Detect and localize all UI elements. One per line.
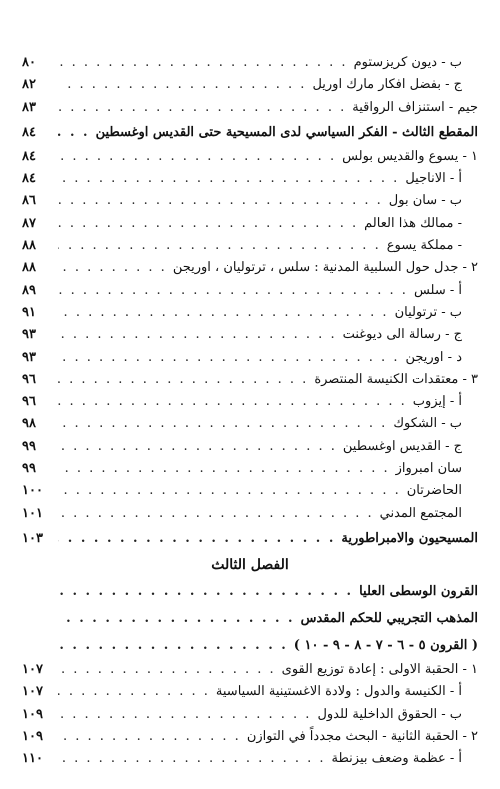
toc-entry-page: ٩٣ xyxy=(22,327,36,343)
toc-entry-page: ٨٤ xyxy=(22,124,36,140)
toc-list xyxy=(22,52,478,552)
dot-leader xyxy=(58,578,353,605)
toc-entry-title: أ - الاناجيل xyxy=(405,171,462,187)
toc-entry xyxy=(22,704,478,726)
toc-entry-title: ج - رسالة الى ديوغنت xyxy=(342,327,462,343)
toc-entry-title: المسيحيون والامبراطورية xyxy=(341,530,478,546)
toc-entry-title: المجتمع المدني xyxy=(379,505,462,521)
dot-leader xyxy=(58,146,336,168)
toc-entry-title: ب - الحقوق الداخلية للدول xyxy=(317,706,462,722)
toc-entry-title: ١ - يسوع والقديس بولس xyxy=(342,148,478,164)
toc-entry-page: ٨٠ xyxy=(22,55,36,70)
toc-entry-page: ٨٦ xyxy=(22,193,36,209)
dot-leader xyxy=(58,52,348,74)
toc-entry-title: أ - سلس xyxy=(413,282,462,298)
toc-entry-page: ٨٨ xyxy=(22,260,36,276)
toc-entry xyxy=(22,369,478,391)
toc-entry xyxy=(22,235,478,257)
toc-entry-page: ١١٠ xyxy=(22,751,43,767)
dot-leader xyxy=(58,213,358,235)
dot-leader xyxy=(58,704,311,726)
dot-leader xyxy=(58,235,381,257)
toc-entry-page: ١٠٩ xyxy=(22,706,43,722)
toc-entry-page: ١٠١ xyxy=(22,505,43,521)
toc-entry-title: القرون الوسطى العليا xyxy=(359,583,478,599)
toc-entry xyxy=(22,74,478,96)
toc-entry xyxy=(22,605,478,632)
dot-leader xyxy=(58,436,337,458)
dot-leader xyxy=(58,503,374,525)
toc-entry-page: ٩٩ xyxy=(22,461,36,477)
toc-entry-title: أ - الكنيسة والدول : ولادة الاغستينية السياسية xyxy=(215,684,462,700)
toc-entry-title: ب - سان بول xyxy=(388,193,462,209)
toc-entry-title: أ - عظمة وضعف بيزنطة xyxy=(331,751,462,767)
toc-entry-page: ١٠٧ xyxy=(22,684,43,700)
toc-entry-page: ٩٩ xyxy=(22,438,36,454)
dot-leader xyxy=(58,458,390,480)
toc-entry-page: ٨٤ xyxy=(22,171,36,187)
toc-entry xyxy=(22,659,478,681)
dot-leader xyxy=(58,726,241,748)
toc-entry xyxy=(22,168,478,190)
dot-leader xyxy=(58,369,308,391)
toc-entry-title: د - اوريجن xyxy=(405,349,462,365)
toc-entry-title: - ممالك هذا العالم xyxy=(364,215,462,231)
toc-entry xyxy=(22,436,478,458)
toc-entry-title: ب - الشكوك xyxy=(393,416,462,432)
toc-entry-page: ١٠٣ xyxy=(22,530,43,546)
toc-entry-title: - مملكة يسوع xyxy=(386,238,462,254)
toc-entry-title: ب - ديون كريزستوم xyxy=(353,55,462,70)
toc-entry-title: ( القرون ٥ - ٦ - ٧ - ٨ - ٩ - ١٠ ) xyxy=(293,637,478,653)
dot-leader xyxy=(58,97,346,119)
toc-entry-title: أ - إيزوب xyxy=(412,394,462,410)
toc-entry xyxy=(22,146,478,168)
toc-entry xyxy=(22,97,478,119)
dot-leader xyxy=(58,190,383,212)
dot-leader xyxy=(58,480,401,502)
toc-entry-page: ١٠٩ xyxy=(22,728,43,744)
toc-entry-title: ج - بفضل افكار مارك اوريل xyxy=(312,77,462,93)
toc-entry xyxy=(22,213,478,235)
toc-entry-title: ٣ - معتقدات الكنيسة المنتصرة xyxy=(314,371,478,387)
toc-entry xyxy=(22,578,478,605)
toc-entry xyxy=(22,458,478,480)
toc-entry-page: ٨٢ xyxy=(22,77,36,93)
toc-entry-title: المذهب التجريبي للحكم المقدس xyxy=(300,610,478,626)
chapter-heading: الفصل الثالث xyxy=(211,556,289,573)
toc-entry-title: ١ - الحقبة الاولى : إعادة توزيع القوى xyxy=(281,661,478,677)
toc-entry-title: ٢ - الحقبة الثانية - البحث مجدداً في التوازن xyxy=(246,728,478,744)
toc-entry-title: ج - القديس اوغسطين xyxy=(342,438,462,454)
dot-leader xyxy=(58,302,389,324)
toc-entry xyxy=(22,391,478,413)
toc-entry-page: ٨٩ xyxy=(22,282,36,298)
toc-entry xyxy=(22,302,478,324)
toc-entry-page: ٩١ xyxy=(22,304,36,320)
toc-entry xyxy=(22,632,478,659)
toc-entry-page: ٩٦ xyxy=(22,371,36,387)
dot-leader xyxy=(58,257,167,279)
toc-entry xyxy=(22,525,478,552)
toc-entry xyxy=(22,52,478,74)
toc-entry xyxy=(22,748,478,770)
toc-entry-title: سان امبرواز xyxy=(395,461,462,477)
toc-entry xyxy=(22,681,478,703)
toc-entry xyxy=(22,280,478,302)
dot-leader xyxy=(58,525,335,552)
toc-entry xyxy=(22,726,478,748)
toc-entry-title: ب - ترتوليان xyxy=(394,304,462,320)
toc-entry xyxy=(22,503,478,525)
toc-entry-title: ٢ - جدل حول السلبية المدنية : سلس ، ترتوليان ، اوريجن xyxy=(172,260,478,276)
dot-leader xyxy=(58,74,306,96)
toc-entry xyxy=(22,119,478,146)
dot-leader xyxy=(58,347,399,369)
dot-leader xyxy=(58,632,288,659)
toc-entry-page: ٨٧ xyxy=(22,215,36,231)
toc-entry-page: ١٠٠ xyxy=(22,483,43,499)
dot-leader xyxy=(58,391,407,413)
toc-entry-page: ٨٤ xyxy=(22,148,36,164)
toc-entry xyxy=(22,480,478,502)
dot-leader xyxy=(58,605,295,632)
toc-list-2 xyxy=(22,578,478,770)
toc-entry-page: ٩٨ xyxy=(22,416,36,432)
dot-leader xyxy=(58,748,326,770)
toc-entry-page: ٩٦ xyxy=(22,394,36,410)
toc-entry xyxy=(22,190,478,212)
toc-entry-page: ١٠٧ xyxy=(22,661,43,677)
dot-leader xyxy=(58,280,408,302)
dot-leader xyxy=(58,413,387,435)
dot-leader xyxy=(58,659,276,681)
toc-entry-page: ٨٨ xyxy=(22,238,36,254)
toc-entry-page: ٩٣ xyxy=(22,349,36,365)
toc-entry-page: ٨٣ xyxy=(22,99,36,115)
toc-entry xyxy=(22,413,478,435)
toc-entry xyxy=(22,257,478,279)
dot-leader xyxy=(58,324,337,346)
dot-leader xyxy=(58,168,399,190)
toc-entry-title: المقطع الثالث - الفكر السياسي لدى المسيحية حتى القديس اوغسطين xyxy=(95,124,478,140)
toc-entry-title: الحاضرتان xyxy=(406,483,462,499)
toc-entry-title: جيم - استنزاف الرواقية xyxy=(352,99,478,115)
toc-entry xyxy=(22,347,478,369)
dot-leader xyxy=(58,681,210,703)
toc-entry xyxy=(22,324,478,346)
dot-leader xyxy=(58,119,90,146)
